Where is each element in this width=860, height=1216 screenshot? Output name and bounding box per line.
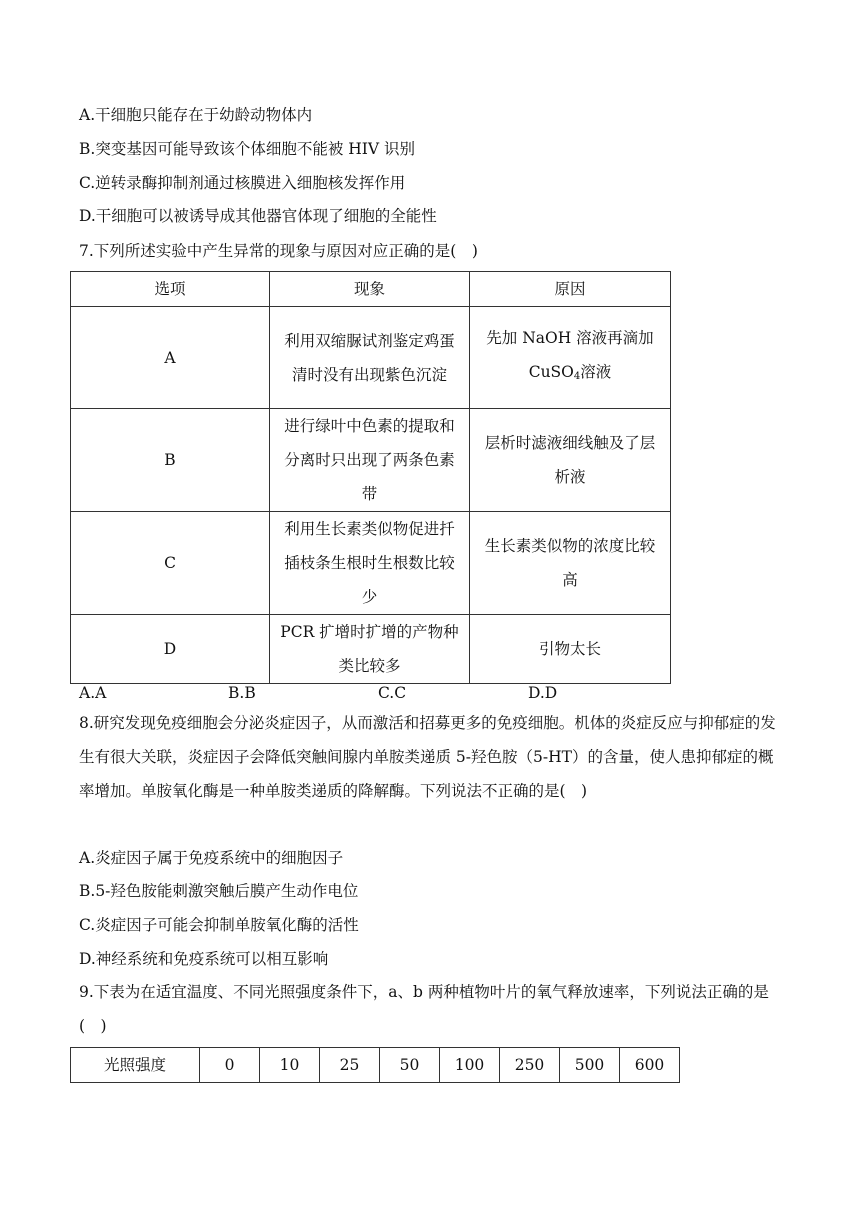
q8-option-d: D.神经系统和免疫系统可以相互影响 <box>79 950 329 968</box>
row-cause: 引物太长 <box>470 615 671 684</box>
table-row <box>71 615 671 684</box>
table-cell: 50 <box>380 1048 440 1083</box>
q8-option-b: B.5-羟色胺能刺激突触后膜产生动作电位 <box>79 882 359 900</box>
table-cell: 250 <box>500 1048 560 1083</box>
header-option: 选项 <box>71 272 270 307</box>
q8-stem: 8.研究发现免疫细胞会分泌炎症因子，从而激活和招募更多的免疫细胞。机体的炎症反应与抑郁症的发生有很大关联，炎症因子会降低突触间腺内单胺类递质 5-羟色胺（5-HT）的含量，使人患抑郁症的概率增加。单胺氧化酶是一种单胺类递质的降解酶。下列说法不正确的是( ) <box>79 714 776 800</box>
table-row <box>71 307 671 409</box>
row-cause: 层析时滤液细线触及了层析液 <box>470 409 671 512</box>
table-cell: 25 <box>320 1048 380 1083</box>
row-option: B <box>71 409 270 512</box>
table-row <box>71 1048 680 1083</box>
row-cause <box>470 307 671 409</box>
q7-answer-a: A.A <box>79 684 107 702</box>
q9-stem: 9.下表为在适宜温度、不同光照强度条件下，a、b 两种植物叶片的氧气释放速率，下列说法正确的是( ) <box>79 983 769 1035</box>
row-option: D <box>71 615 270 684</box>
cause-subscript: 4 <box>573 371 581 382</box>
q8-option-c: C.炎症因子可能会抑制单胺氧化酶的活性 <box>79 916 359 934</box>
header-cause: 原因 <box>470 272 671 307</box>
table-row <box>71 409 671 512</box>
q7-answer-c: C.C <box>378 684 407 702</box>
cause-text-end: 溶液 <box>580 363 612 381</box>
q7-table <box>70 271 671 684</box>
table-cell: 10 <box>260 1048 320 1083</box>
q6-option-c: C.逆转录酶抑制剂通过核膜进入细胞核发挥作用 <box>79 174 406 192</box>
q7-answer-options <box>79 683 779 703</box>
row-phenomenon: 利用生长素类似物促进扦插枝条生根时生根数比较少 <box>270 512 470 615</box>
q6-option-d: D.干细胞可以被诱导成其他器官体现了细胞的全能性 <box>79 207 437 225</box>
row-phenomenon: 进行绿叶中色素的提取和分离时只出现了两条色素带 <box>270 409 470 512</box>
table-cell: 500 <box>560 1048 620 1083</box>
table-header-row <box>71 272 671 307</box>
q9-table <box>70 1047 680 1083</box>
q7-answer-b: B.B <box>228 684 256 702</box>
table-cell: 0 <box>200 1048 260 1083</box>
header-phenomenon: 现象 <box>270 272 470 307</box>
cause-text: 先加 NaOH 溶液再滴加 CuSO <box>486 329 654 381</box>
table-cell: 600 <box>620 1048 680 1083</box>
row-header-light-intensity: 光照强度 <box>71 1048 200 1083</box>
row-cause: 生长素类似物的浓度比较高 <box>470 512 671 615</box>
row-option: C <box>71 512 270 615</box>
q7-stem: 7.下列所述实验中产生异常的现象与原因对应正确的是( ) <box>79 242 478 260</box>
row-phenomenon: 利用双缩脲试剂鉴定鸡蛋清时没有出现紫色沉淀 <box>270 307 470 409</box>
table-row <box>71 512 671 615</box>
row-option: A <box>71 307 270 409</box>
table-cell: 100 <box>440 1048 500 1083</box>
q6-option-b: B.突变基因可能导致该个体细胞不能被 HIV 识别 <box>79 140 416 158</box>
q8-option-a: A.炎症因子属于免疫系统中的细胞因子 <box>79 849 344 867</box>
q7-answer-d: D.D <box>528 684 558 702</box>
row-phenomenon: PCR 扩增时扩增的产物种类比较多 <box>270 615 470 684</box>
q6-option-a: A.干细胞只能存在于幼龄动物体内 <box>79 106 313 124</box>
